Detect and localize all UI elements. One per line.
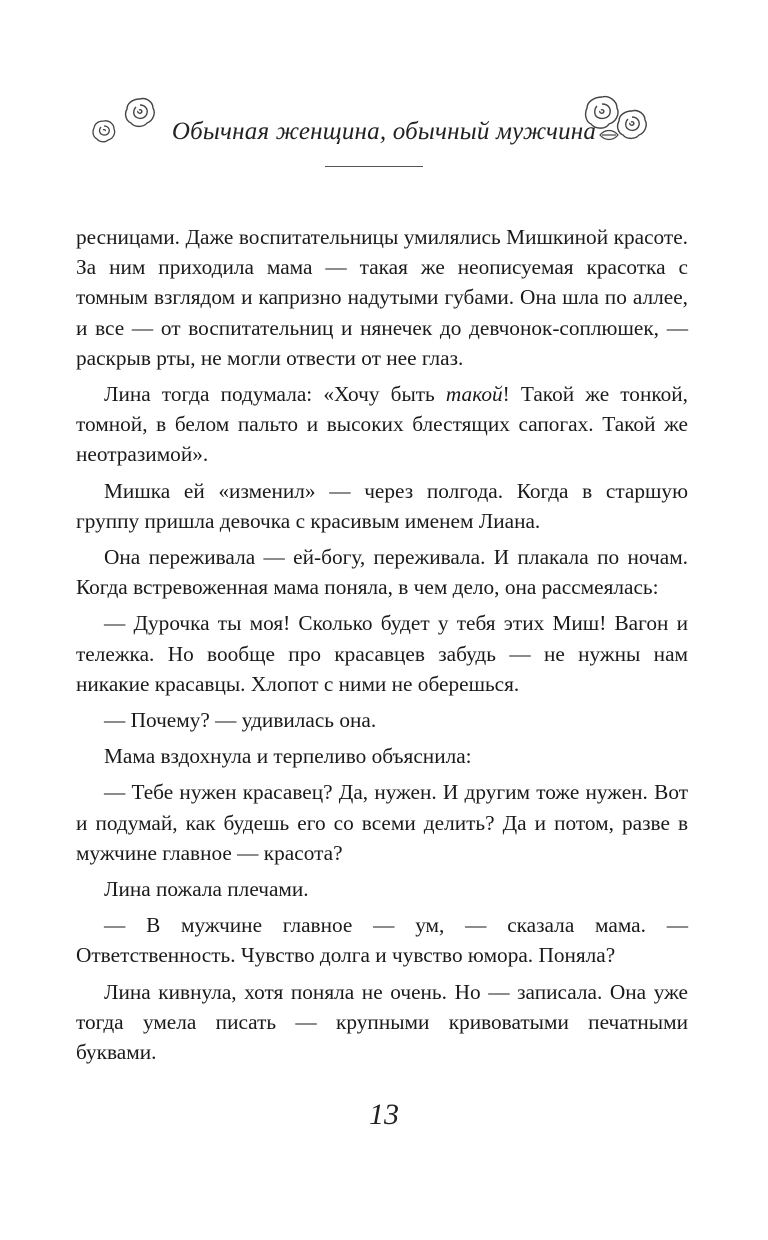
paragraph bbox=[76, 379, 688, 470]
page-number: 13 bbox=[369, 1098, 399, 1131]
paragraph: ресницами. Даже воспитательницы умилялись Мишкиной красоте. За ним приходила мама — такая же неописуемая красотка с томным взглядом и капризно надутыми губами. Она шла по аллее, и все — от воспитательниц и нянечек до девчонок-соплюшек, — раскрыв рты, не могли отвести от нее глаз. bbox=[76, 225, 688, 370]
running-title: Обычная женщина, обычный мужчина bbox=[171, 118, 597, 145]
paragraph: — В мужчине главное — ум, — сказала мама. — Ответственность. Чувство долга и чувство юмора. Поняла? bbox=[76, 913, 688, 968]
text-run: ! Такой же тонкой, томной, в белом пальто и высоких блестящих сапогах. Такой же неотразимой». bbox=[76, 382, 688, 467]
emphasis: такой bbox=[445, 382, 503, 407]
running-header bbox=[0, 88, 768, 178]
paragraph: Мама вздохнула и терпеливо объяснила: bbox=[104, 744, 472, 769]
paragraph: Она переживала — ей-богу, переживала. И плакала по ночам. Когда встревоженная мама поняла, в чем дело, она рассмеялась: bbox=[76, 545, 688, 600]
page-body bbox=[76, 222, 688, 1073]
paragraph: — Тебе нужен красавец? Да, нужен. И другим тоже нужен. Вот и подумай, как будешь его со всеми делить? Да и потом, разве в мужчине главное — красота? bbox=[76, 780, 688, 865]
paragraph: — Почему? — удивилась она. bbox=[104, 708, 377, 733]
paragraph: Лина пожала плечами. bbox=[104, 877, 309, 902]
leaf-ornament-icon bbox=[598, 128, 620, 142]
paragraph: Мишка ей «изменил» — через полгода. Когда в старшую группу пришла девочка с красивым именем Лиана. bbox=[76, 478, 688, 533]
text-run: Лина тогда подумала: «Хочу быть bbox=[104, 382, 446, 407]
title-underline bbox=[325, 166, 423, 167]
paragraph: — Дурочка ты моя! Сколько будет у тебя этих Миш! Вагон и тележка. Но вообще про красавцев забудь — не нужны нам никакие красавцы. Хлопот с ними не оберешься. bbox=[76, 611, 688, 696]
paragraph: Лина кивнула, хотя поняла не очень. Но — записала. Она уже тогда умела писать — крупными кривоватыми печатными буквами. bbox=[76, 979, 688, 1065]
